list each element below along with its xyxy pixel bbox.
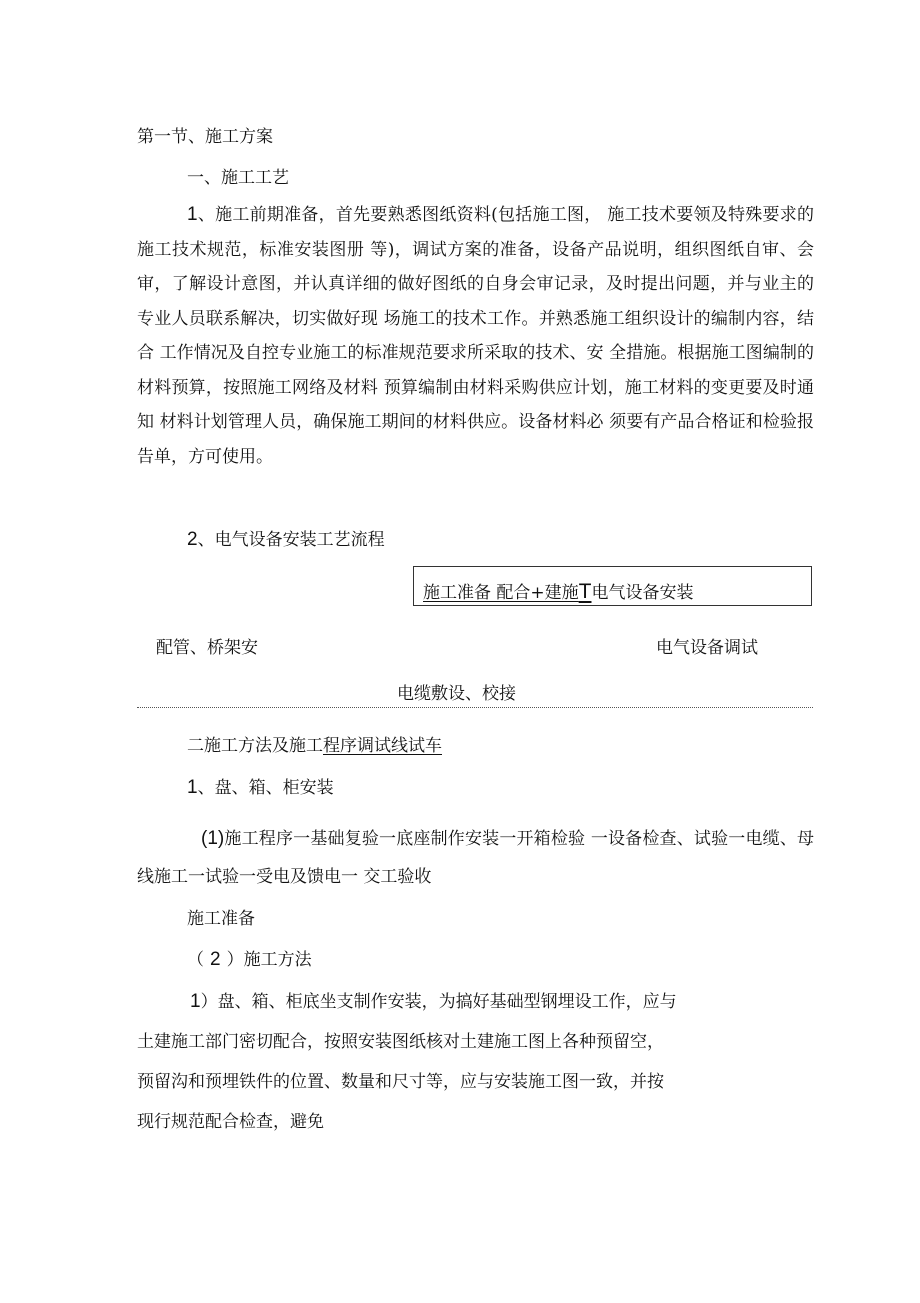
part2-heading-underlined: 程序调试线试车 [323, 736, 442, 756]
flow-center-label: 电缆敷设、校接 [397, 684, 516, 704]
paragraph-procedure [137, 820, 814, 896]
sub1-heading [187, 773, 334, 799]
flow-box [413, 566, 812, 606]
sub1-text: 、盘、箱、柜安装 [197, 778, 334, 798]
proc-number: (1) [201, 828, 225, 849]
part2-heading-plain: 二施工方法及施工 [187, 736, 323, 756]
item1-text: 、施工前期准备，首先要熟悉图纸资料(包括施工图， 施工技术要领及特殊要求的施工技术规范，标准安装图册 等)，调试方案的准备，设备产品说明，组织图纸自审、会 审，了解设计意图，并认真详细的做好图纸的自身会审记录，及时提出问题，并与业主的专业人员联系解决，切实做好现 场施工的技术工作。并熟悉施工组织设计的编制内容，结合 工作情况及自控专业施工的标准规范要求所采取的技术、安 全措施。根据施工图编制的材料预算，按照施工网络及材料 预算编制由材料采购供应计划，施工材料的变更要及时通知 材料计划管理人员，确保施工期间的材料供应。设备材料必 须要有产品合格证和检验报告单，方可使用。 [137, 205, 814, 467]
flow-right-label: 电气设备调试 [656, 638, 758, 658]
flow-left-label: 配管、桥架安 [156, 638, 258, 658]
flow-divider [137, 707, 813, 708]
item2-heading [187, 525, 385, 551]
section-title: 第一节、施工方案 [137, 127, 273, 147]
flow-box-text-1: 施工准备 配合+建施 [423, 583, 579, 603]
part2-heading [187, 731, 442, 756]
method1-number: 1 [190, 991, 201, 1012]
sub1-number: 1 [187, 777, 198, 798]
item2-number: 2 [187, 529, 198, 550]
prep-label: 施工准备 [187, 909, 255, 929]
flow-box-T: T [578, 580, 592, 603]
method1-text: ）盘、箱、柜底坐支制作安装，为搞好基础型钢埋设工作，应与土建施工部门密切配合，按照安装图纸核对土建施工图上各种预留空，预留沟和预埋铁件的位置、数量和尺寸等，应与安装施工图一致，并按现行规范配合检查，避免 [137, 992, 677, 1132]
part1-heading: 一、施工工艺 [187, 168, 289, 188]
method-number: 2 [210, 949, 221, 970]
item1-number: 1 [187, 204, 198, 225]
method-heading [187, 945, 312, 971]
paragraph-item1 [137, 198, 814, 474]
flow-box-text-2: 电气设备安装 [591, 583, 694, 603]
proc-text: 施工程序一基础复验一底座制作安装一开箱检验 一设备检查、试验一电缆、母线施工一试验一受电及馈电一 交工验收 [137, 829, 814, 887]
method-open: （ [187, 950, 204, 970]
item2-text: 、电气设备安装工艺流程 [197, 530, 385, 550]
paragraph-method1 [137, 982, 677, 1142]
method-close: ）施工方法 [226, 950, 312, 970]
